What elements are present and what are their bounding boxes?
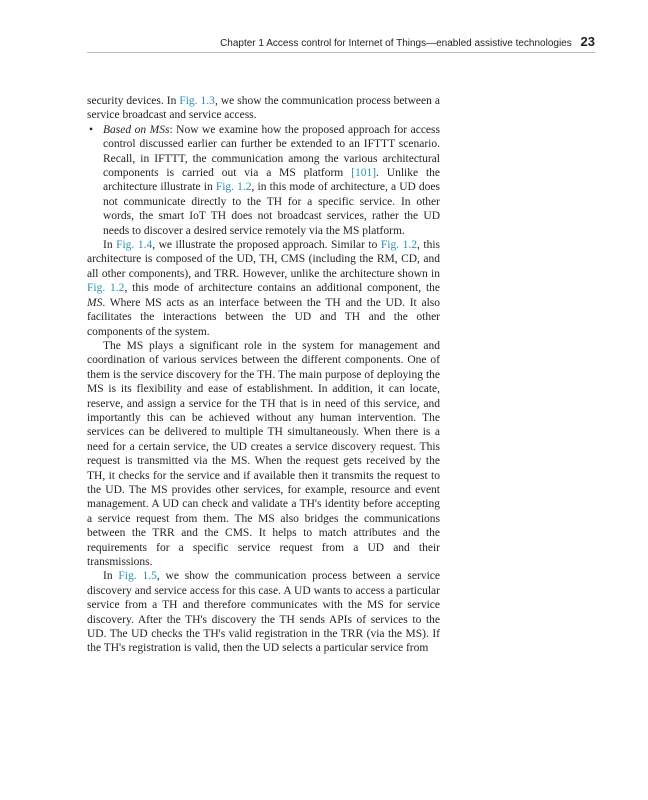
figure-link-1-2[interactable]: Fig. 1.2 [215, 181, 252, 194]
header-rule [87, 52, 595, 53]
page-number: 23 [580, 34, 595, 49]
figure-link-1-3[interactable]: Fig. 1.3 [179, 95, 215, 107]
figure-link-1-2[interactable]: Fig. 1.2 [380, 239, 417, 252]
paragraph-1: security devices. In Fig. 1.3, we show the communication process between a service broadcast and service access. [87, 95, 440, 122]
figure-link-1-2[interactable]: Fig. 1.2 [87, 282, 125, 295]
bullet-item-ms: • Based on MSs: Now we examine how the proposed approach for access control discussed earlier can further be extended to an IFTTT scenario. Recall, in IFTTT, the communication among the various architectural components is carried out via a MS platform [101]. Unlike the architecture illustrate in Fig. 1.2, in this mode of architecture, a UD does not communicate directly to the TH for a specific service. In other words, the smart IoT TH does not broadcast services, rather the UD needs to discover a desired service remotely via the MS platform. [89, 123, 441, 237]
paragraph-2: In Fig. 1.4, we illustrate the proposed approach. Similar to Fig. 1.2, this architecture is composed of the UD, TH, CMS (including the RM, CD, and all other components), and TRR. However, unlike the architecture shown in Fig. 1.2, this mode of architecture contains an additional component, the MS. Where MS acts as an interface between the TH and the UD. It also facilitates the interactions between the UD and TH and the other components of the system. [87, 239, 441, 338]
chapter-title: Chapter 1 Access control for Internet of Things—enabled assistive technologies [220, 38, 572, 49]
citation-link-101[interactable]: [101] [351, 167, 377, 180]
running-header [220, 34, 595, 49]
bullet-lead: Based on MSs [103, 123, 170, 136]
bullet-icon: • [89, 123, 94, 136]
emphasis-ms: MS [87, 296, 103, 309]
figure-link-1-5[interactable]: Fig. 1.5 [118, 570, 157, 583]
paragraph-3: The MS plays a significant role in the system for management and coordination of various services between the different components. One of them is the service discovery for the TH. The main purpose of deploying the MS is its flexibility and ease of establishment. In addition, it can locate, reserve, and assign a service for the TH that is in need of this service, and importantly this can be achieved without any human intervention. The services can be delivered to multiple TH simultaneously. When there is a need for a certain service, the UD creates a service discovery request. This request is transmitted via the MS. When the request gets received by the TH, it checks for the service and if available then it transmits the request to the UD. The MS provides other services, for example, resource and event management. A UD can check and validate a TH's identity before accepting a service request from them. The MS also bridges the communications between the TRR and the CMS. It helps to match attributes and the requirements for a specific service request from a UD and their transmissions. [87, 339, 440, 568]
body-text [87, 94, 440, 656]
paragraph-4: In Fig. 1.5, we show the communication process between a service discovery and service access for this case. A UD wants to access a particular service from a TH and therefore communicates with the MS for service discovery. After the TH's discovery the TH sends APIs of services to the UD. The UD checks the TH's valid registration in the TRR (via the MS). If the TH's registration is valid, then the UD selects a particular service from [87, 570, 440, 655]
figure-link-1-4[interactable]: Fig. 1.4 [116, 239, 153, 252]
